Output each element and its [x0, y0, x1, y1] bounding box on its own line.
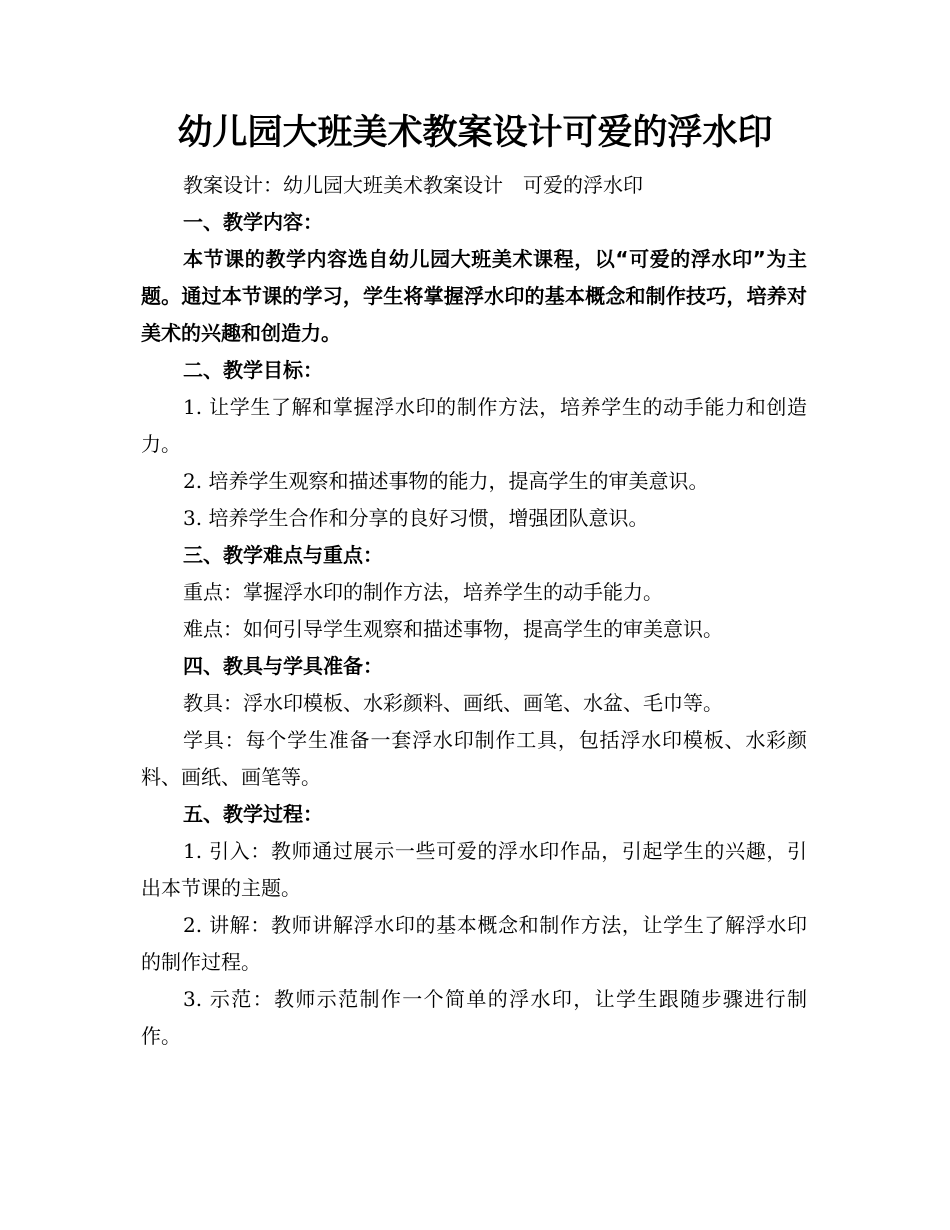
section-heading-content: 一、教学内容： [183, 210, 323, 234]
process-step-1: 1. 引入：教师通过展示一些可爱的浮水印作品，引起学生的兴趣，引出本节课的主题。 [141, 839, 807, 900]
content-paragraph: 本节课的教学内容选自幼儿园大班美术课程，以“可爱的浮水印”为主题。通过本节课的学习，学生将掌握浮水印的基本概念和制作技巧，培养对美术的兴趣和创造力。 [141, 247, 807, 345]
goal-item-3: 3. 培养学生合作和分享的良好习惯，增强团队意识。 [183, 506, 649, 530]
student-materials-paragraph: 学具：每个学生准备一套浮水印制作工具，包括浮水印模板、水彩颜料、画纸、画笔等。 [141, 728, 807, 789]
document-title: 幼儿园大班美术教案设计可爱的浮水印 [177, 113, 773, 153]
difficulty-paragraph: 难点：如何引导学生观察和描述事物，提高学生的审美意识。 [183, 617, 723, 641]
section-heading-process: 五、教学过程： [183, 802, 323, 826]
intro-paragraph: 教案设计：幼儿园大班美术教案设计 可爱的浮水印 [183, 173, 643, 197]
document-body [141, 167, 807, 1055]
section-heading-materials: 四、教具与学具准备： [183, 654, 383, 678]
section-heading-goals: 二、教学目标： [183, 358, 323, 382]
process-step-2: 2. 讲解：教师讲解浮水印的基本概念和制作方法，让学生了解浮水印的制作过程。 [141, 913, 807, 974]
key-point-paragraph: 重点：掌握浮水印的制作方法，培养学生的动手能力。 [183, 580, 663, 604]
teacher-materials-paragraph: 教具：浮水印模板、水彩颜料、画纸、画笔、水盆、毛巾等。 [183, 691, 723, 715]
goal-item-2: 2. 培养学生观察和描述事物的能力，提高学生的审美意识。 [183, 469, 709, 493]
section-heading-key-points: 三、教学难点与重点： [183, 543, 383, 567]
goal-item-1: 1. 让学生了解和掌握浮水印的制作方法，培养学生的动手能力和创造力。 [141, 395, 807, 456]
process-step-3: 3. 示范：教师示范制作一个简单的浮水印，让学生跟随步骤进行制作。 [141, 987, 807, 1048]
